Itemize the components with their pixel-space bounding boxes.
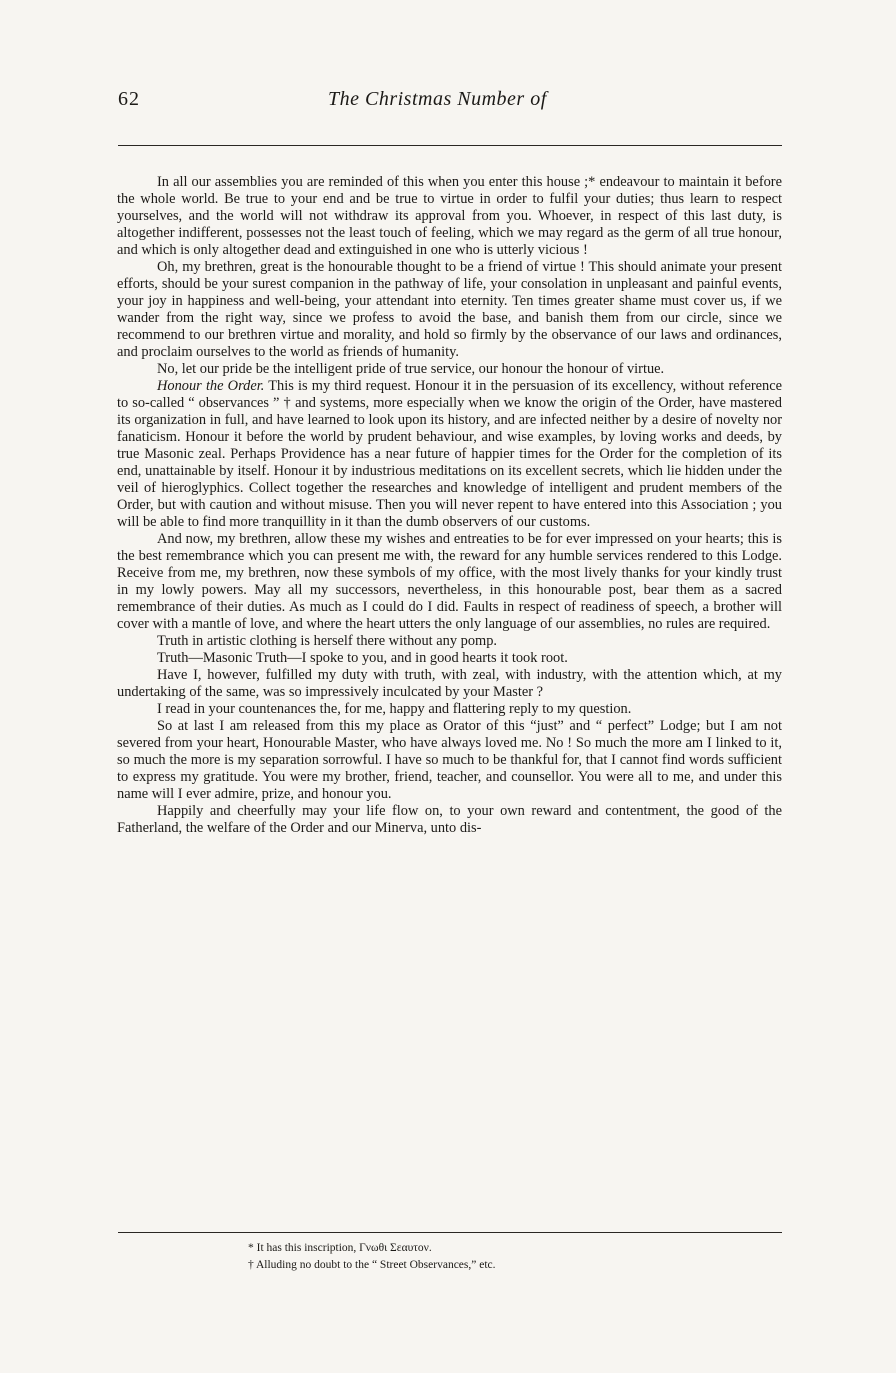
footnotes bbox=[248, 1240, 768, 1274]
italic-lead: Honour the Order. bbox=[157, 378, 265, 394]
running-title: The Christmas Number of bbox=[328, 88, 547, 110]
header-rule bbox=[118, 145, 782, 146]
footnote: * It has this inscription, Γνωθι Σεαυτον. bbox=[248, 1242, 432, 1254]
paragraph: In all our assemblies you are reminded of this when you enter this house ;* endeavour to maintain it before the whole world. Be true to your end and be true to virtue in order to fulfil your duties; thus learn to respect yourselves, and the world will not withdraw its approval from you. Whoever, in respect of this last duty, is altogether indifferent, possesses not the least touch of feeling, which we may regard as the germ of all true honour, and which is only altogether dead and extinguished in one who is utterly vicious ! bbox=[117, 174, 782, 258]
paragraph: And now, my brethren, allow these my wishes and entreaties to be for ever impressed on your hearts; this is the best remembrance which you can present me with, the reward for any humble services rendered to this Lodge. Receive from me, my brethren, now these symbols of my office, with the most lively thanks for your kindly trust in my lowly powers. May all my successors, nevertheless, in this honourable post, bear them as a sacred remembrance of their duties. As much as I could do I did. Faults in respect of readiness of speech, a brother will cover with a mantle of love, and where the heart utters the only language of our assemblies, no rules are required. bbox=[117, 531, 782, 632]
footnote-rule bbox=[118, 1232, 782, 1233]
paragraph: Truth in artistic clothing is herself there without any pomp. bbox=[157, 633, 497, 649]
paragraph: Oh, my brethren, great is the honourable thought to be a friend of virtue ! This should animate your present efforts, should be your surest companion in the pathway of life, your consolation in unpleasant and painful events, your joy in happiness and well-being, your attendant into eternity. Ten times greater shame must cover us, if we wander from the right way, since we profess to avoid the base, and banish them from our circle, since we recommend to our brethren virtue and morality, and hold so firmly by the observance of our laws and ordinances, and proclaim ourselves to the world as friends of humanity. bbox=[117, 259, 782, 360]
paragraph-text: This is my third request. Honour it in the persuasion of its excellency, without reference to so-called “ observances ” † and systems, more especially when we know the origin of the Order, have mastered its organization in full, and have learned to look upon its history, and are infected neither by a desire of novelty nor fanaticism. Honour it before the world by prudent behaviour, and wise examples, by loving works and deeds, by true Masonic zeal. Perhaps Providence has a near future of happier times for the Order for the completion of its end, unattainable by itself. Honour it by industrious meditations on its excellent secrets, which lie hidden under the veil of hieroglyphics. Collect together the researches and knowledge of intelligent and prudent members of the Order, but with caution and without misuse. Then you will never repent to have entered into this Association ; you will be able to find more tranquillity in it than the dumb observers of our customs. bbox=[117, 378, 782, 530]
page-header bbox=[118, 88, 782, 124]
paragraph: Happily and cheerfully may your life flow on, to your own reward and contentment, the good of the Fatherland, the welfare of the Order and our Minerva, unto dis- bbox=[117, 803, 782, 836]
paragraph: Have I, however, fulfilled my duty with truth, with zeal, with industry, with the attention which, at my undertaking of the same, was so impressively inculcated by your Master ? bbox=[117, 667, 782, 700]
paragraph bbox=[117, 378, 782, 531]
paragraph: Truth—Masonic Truth—I spoke to you, and in good hearts it took root. bbox=[157, 650, 568, 666]
paragraph: No, let our pride be the intelligent pride of true service, our honour the honour of virtue. bbox=[157, 361, 665, 377]
footnote: † Alluding no doubt to the “ Street Observances,” etc. bbox=[248, 1259, 496, 1271]
page-number: 62 bbox=[118, 88, 140, 110]
paragraph: I read in your countenances the, for me, happy and flattering reply to my question. bbox=[157, 701, 632, 717]
body-text bbox=[117, 174, 782, 837]
paragraph: So at last I am released from this my place as Orator of this “just” and “ perfect” Lodge; but I am not severed from your heart, Honourable Master, who have always loved me. No ! So much the more am I linked to it, so much the more is my separation sorrowful. I have so much to be thankful for, that I cannot find words sufficient to express my gratitude. You were my brother, friend, teacher, and counsellor. You were all to me, and under this name will I ever admire, prize, and honour you. bbox=[117, 718, 782, 802]
